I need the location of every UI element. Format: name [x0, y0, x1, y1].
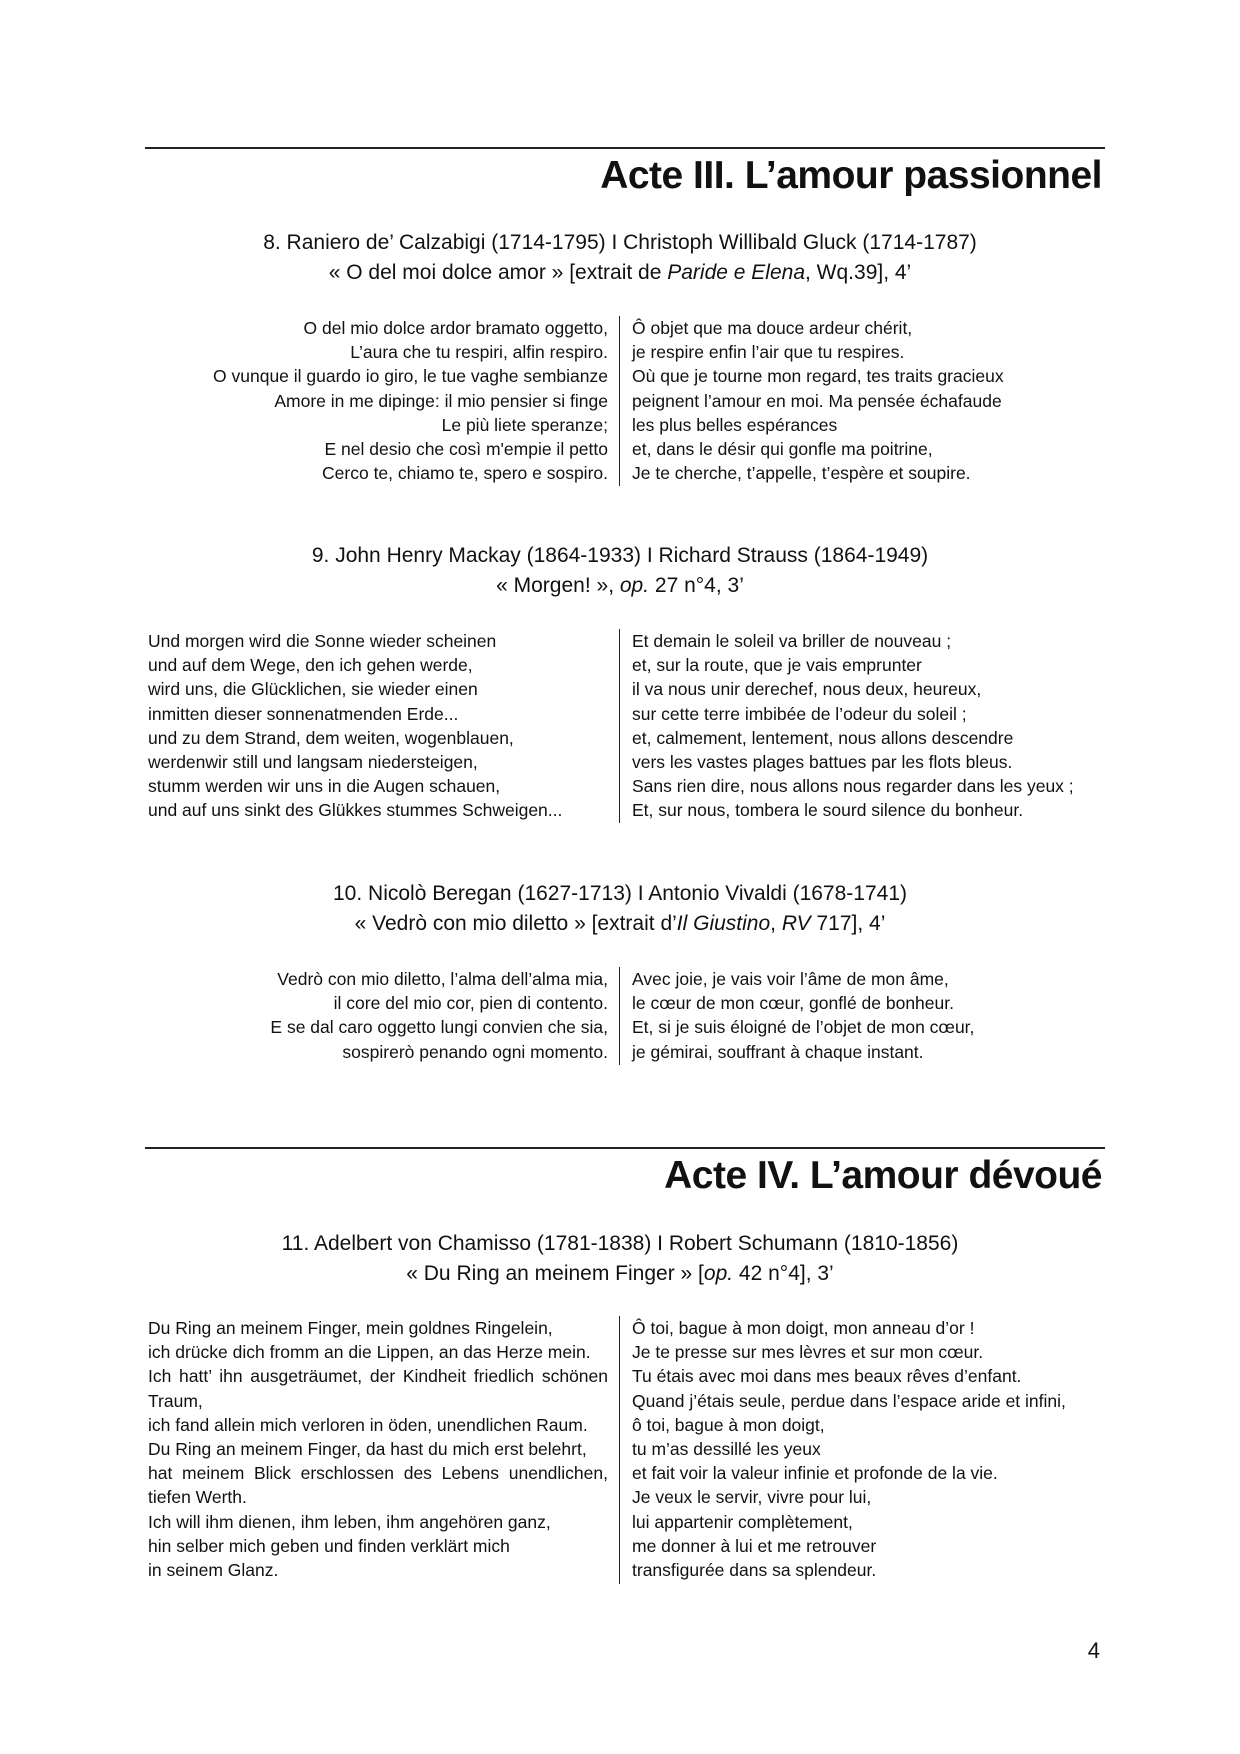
- verse-line: und auf uns sinkt des Glükkes stummes Schweigen...: [148, 800, 563, 821]
- column-divider: [619, 316, 620, 486]
- translation-line: peignent l’amour en moi. Ma pensée échafaude: [632, 390, 1002, 411]
- verse-line: O vunque il guardo io giro, le tue vaghe sembianze: [213, 366, 608, 387]
- translation-line: Je te cherche, t’appelle, t’espère et soupire.: [632, 463, 971, 484]
- verse-line: und zu dem Strand, dem weiten, wogenblauen,: [148, 727, 514, 748]
- translation-line: tu m’as dessillé les yeux: [632, 1439, 821, 1460]
- translation-column: [632, 1316, 1066, 1582]
- verse-line: O del mio dolce ardor bramato oggetto,: [303, 318, 608, 338]
- verse-line: inmitten dieser sonnenatmenden Erde...: [148, 703, 459, 724]
- translation-line: vers les vastes plages battues par les flots bleus.: [632, 752, 1013, 773]
- translation-line: il va nous unir derechef, nous deux, heureux,: [632, 679, 982, 700]
- original-text-column: [213, 316, 608, 485]
- verse-line: hin selber mich geben und finden verklärt mich: [148, 1535, 510, 1556]
- verse-line: werdenwir still und langsam niedersteigen,: [148, 752, 478, 773]
- piece-heading: [0, 879, 1240, 939]
- verse-line: Traum,: [148, 1390, 203, 1411]
- piece-credits: 9. John Henry Mackay (1864-1933) I Richard Strauss (1864-1949): [311, 544, 929, 567]
- act-divider-rule: [145, 147, 1105, 149]
- translation-line: me donner à lui et me retrouver: [632, 1535, 877, 1556]
- verse-line: stumm werden wir uns in die Augen schauen,: [148, 776, 501, 797]
- column-divider: [619, 967, 620, 1065]
- verse-line: Amore in me dipinge: il mio pensier si finge: [274, 390, 608, 411]
- translation-line: Je te presse sur mes lèvres et sur mon cœur.: [632, 1342, 984, 1363]
- verse-line: wird uns, die Glücklichen, sie wieder einen: [148, 679, 478, 700]
- translation-line: je gémirai, souffrant à chaque instant.: [632, 1041, 924, 1062]
- translation-line: et, dans le désir qui gonfle ma poitrine,: [632, 439, 933, 460]
- translation-line: le cœur de mon cœur, gonflé de bonheur.: [632, 993, 954, 1014]
- piece-credits: 10. Nicolò Beregan (1627-1713) I Antonio Vivaldi (1678-1741): [333, 882, 907, 905]
- piece-subtitle: « Vedrò con mio diletto » [extrait d’Il Giustino, RV 717], 4’: [354, 912, 886, 935]
- translation-line: Où que je tourne mon regard, tes traits gracieux: [632, 366, 1004, 387]
- verse-line: L’aura che tu respiri, alfin respiro.: [350, 342, 608, 363]
- page-number: 4: [1087, 1638, 1100, 1663]
- verse-line: Cerco te, chiamo te, spero e sospiro.: [322, 463, 608, 484]
- translation-line: sur cette terre imbibée de l’odeur du soleil ;: [632, 703, 967, 724]
- verse-line: ich fand allein mich verloren in öden, unendlichen Raum.: [148, 1414, 588, 1435]
- verse-line: Und morgen wird die Sonne wieder scheinen: [148, 631, 497, 651]
- translation-line: Avec joie, je vais voir l’âme de mon âme,: [632, 969, 949, 989]
- verse-line: Du Ring an meinem Finger, da hast du mich erst belehrt,: [148, 1439, 587, 1460]
- translation-line: Et, si je suis éloigné de l’objet de mon cœur,: [632, 1017, 975, 1038]
- translation-line: et, calmement, lentement, nous allons descendre: [632, 727, 1014, 748]
- translation-column: [632, 629, 1074, 823]
- piece-subtitle: « O del moi dolce amor » [extrait de Paride e Elena, Wq.39], 4’: [328, 261, 912, 284]
- verse-line: E se dal caro oggetto lungi convien che sia,: [270, 1017, 608, 1038]
- translation-line: Et demain le soleil va briller de nouveau ;: [632, 631, 952, 651]
- translation-line: et, sur la route, que je vais emprunter: [632, 655, 922, 676]
- translation-line: Ô toi, bague à mon doigt, mon anneau d’or !: [632, 1318, 975, 1338]
- act-title: Acte IV. L’amour dévoué: [664, 1154, 1102, 1197]
- translation-column: [632, 967, 974, 1064]
- piece-credits: 8. Raniero de’ Calzabigi (1714-1795) I Christoph Willibald Gluck (1714-1787): [263, 231, 977, 254]
- verse-line: hat meinem Blick erschlossen des Lebens unendlichen,: [148, 1463, 608, 1484]
- translation-line: et fait voir la valeur infinie et profonde de la vie.: [632, 1463, 998, 1484]
- translation-line: Et, sur nous, tombera le sourd silence du bonheur.: [632, 800, 1024, 821]
- translation-line: lui appartenir complètement,: [632, 1511, 853, 1532]
- original-text-column: [270, 967, 608, 1064]
- original-text-column: [148, 629, 608, 823]
- piece-heading: [0, 228, 1240, 288]
- translation-line: transfigurée dans sa splendeur.: [632, 1560, 877, 1581]
- piece-subtitle: « Du Ring an meinem Finger » [op. 42 n°4], 3’: [406, 1262, 834, 1285]
- verse-line: Ich will ihm dienen, ihm leben, ihm angehören ganz,: [148, 1511, 551, 1532]
- translation-line: Je veux le servir, vivre pour lui,: [632, 1487, 872, 1508]
- piece-credits: 11. Adelbert von Chamisso (1781-1838) I Robert Schumann (1810-1856): [281, 1232, 959, 1255]
- translation-column: [632, 316, 1004, 485]
- verse-line: ich drücke dich fromm an die Lippen, an das Herze mein.: [148, 1342, 591, 1363]
- verse-line: il core del mio cor, pien di contento.: [333, 993, 608, 1014]
- translation-line: Ô objet que ma douce ardeur chérit,: [632, 318, 913, 338]
- piece-heading: [0, 541, 1240, 601]
- translation-line: Sans rien dire, nous allons nous regarder dans les yeux ;: [632, 776, 1074, 797]
- verse-line: und auf dem Wege, den ich gehen werde,: [148, 655, 473, 676]
- act-title: Acte III. L’amour passionnel: [600, 154, 1102, 197]
- verse-line: in seinem Glanz.: [148, 1560, 279, 1581]
- translation-line: je respire enfin l’air que tu respires.: [632, 342, 905, 363]
- translation-line: Tu étais avec moi dans mes beaux rêves d’enfant.: [632, 1366, 1022, 1387]
- translation-line: ô toi, bague à mon doigt,: [632, 1414, 825, 1435]
- verse-line: Ich hatt’ ihn ausgeträumet, der Kindheit friedlich schönen: [148, 1366, 608, 1387]
- translation-line: les plus belles espérances: [632, 414, 838, 435]
- verse-line: Du Ring an meinem Finger, mein goldnes Ringelein,: [148, 1318, 553, 1338]
- verse-line: Vedrò con mio diletto, l’alma dell’alma mia,: [277, 969, 608, 989]
- verse-line: E nel desio che così m'empie il petto: [324, 439, 608, 460]
- column-divider: [619, 629, 620, 823]
- column-divider: [619, 1316, 620, 1584]
- verse-line: sospirerò penando ogni momento.: [342, 1041, 608, 1062]
- translation-line: Quand j’étais seule, perdue dans l’espace aride et infini,: [632, 1390, 1066, 1411]
- original-text-column: [148, 1316, 608, 1582]
- piece-subtitle: « Morgen! », op. 27 n°4, 3’: [496, 574, 744, 597]
- verse-line: Le più liete speranze;: [441, 414, 608, 435]
- act-divider-rule: [145, 1147, 1105, 1149]
- verse-line: tiefen Werth.: [148, 1487, 247, 1508]
- piece-heading: [0, 1229, 1240, 1289]
